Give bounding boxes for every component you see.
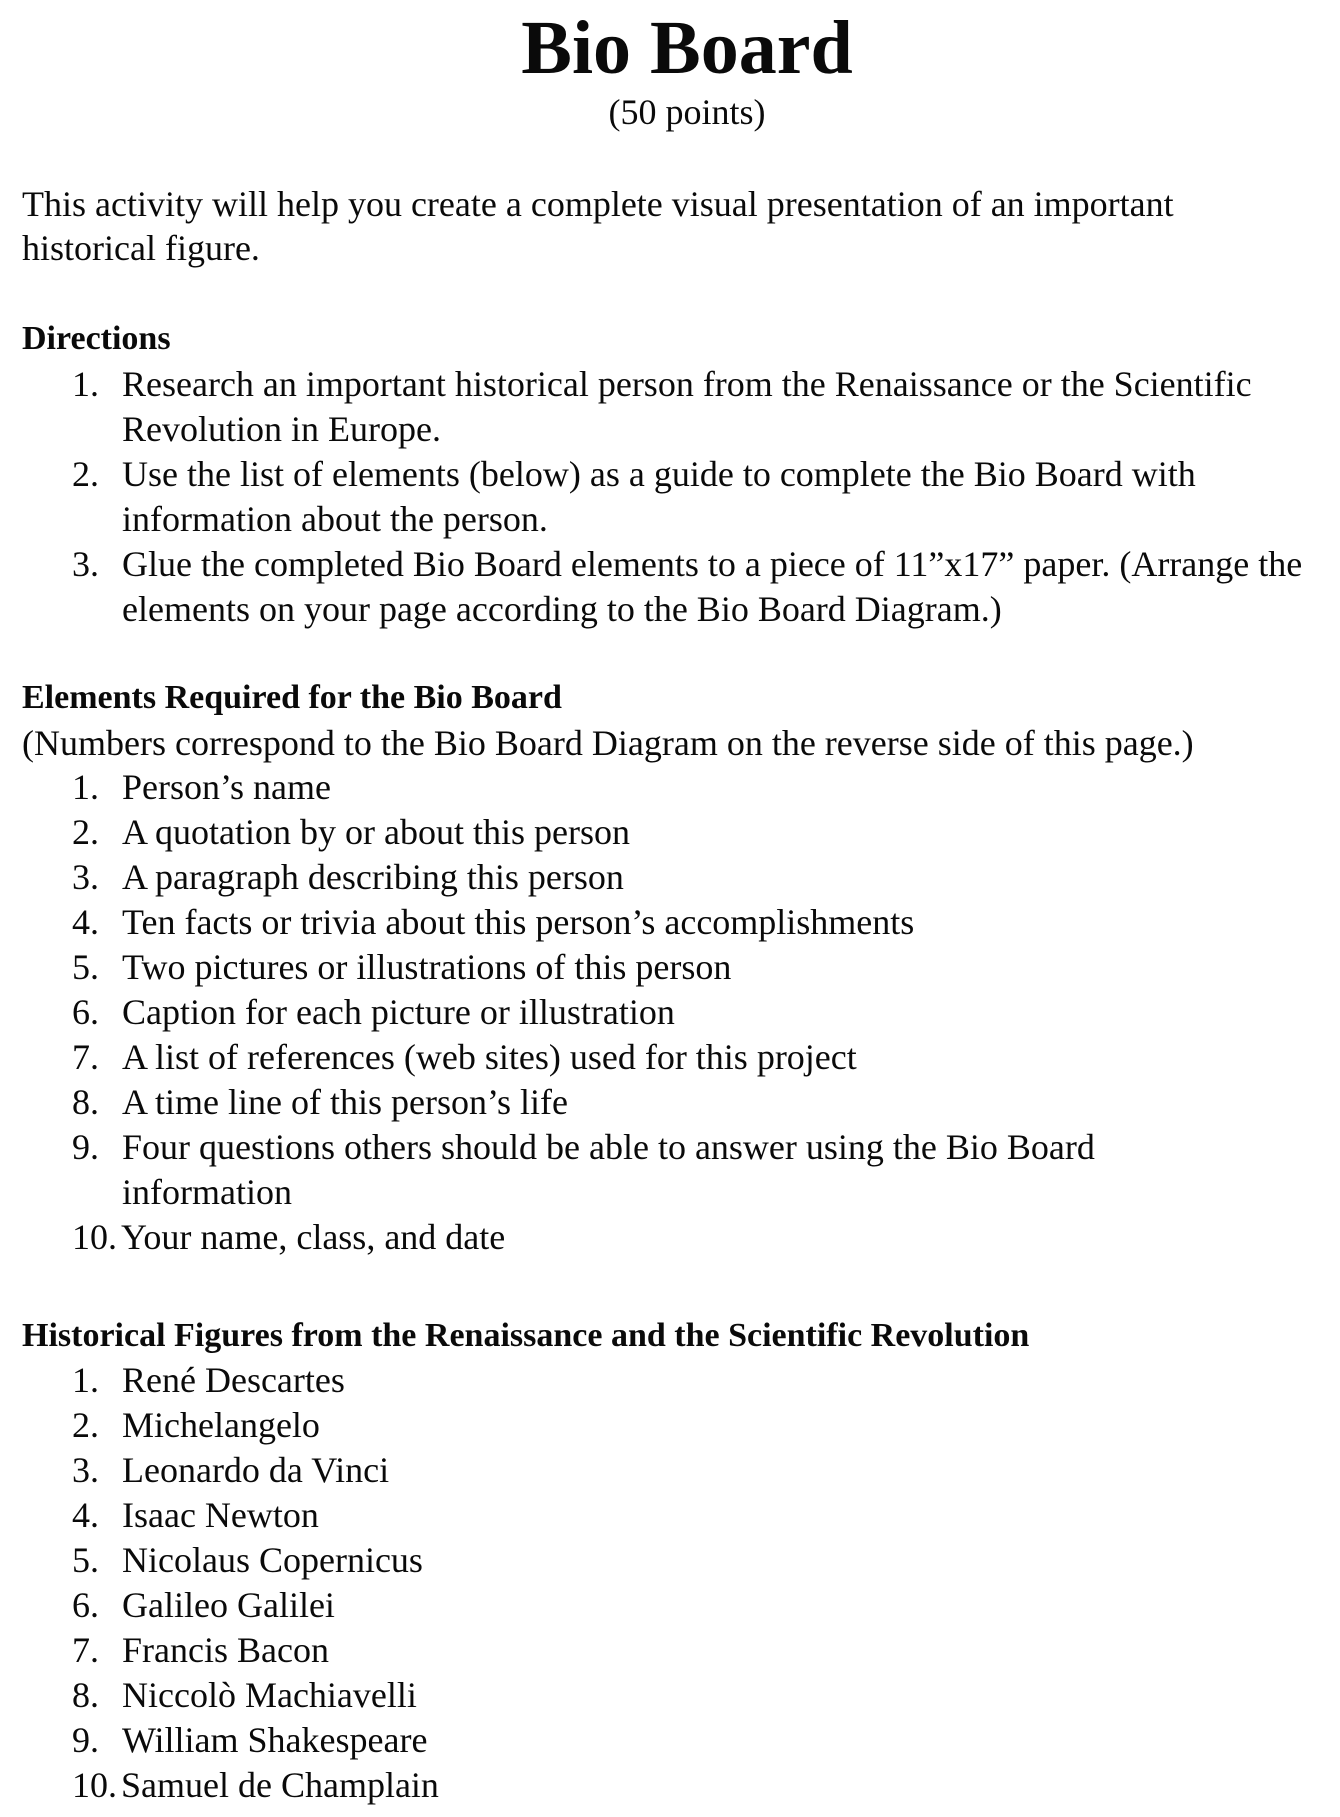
item-text: Caption for each picture or illustration [122,992,675,1032]
item-number: 2. [72,1405,99,1445]
item-text: Glue the completed Bio Board elements to a piece of 11”x17” paper. (Arrange the elements on your page according to the Bio Board Diagram.) [122,544,1303,629]
elements-item [22,990,1340,1035]
figures-item [22,1763,1340,1808]
elements-item [22,900,1340,945]
directions-heading: Directions [22,320,171,357]
item-text: Research an important historical person from the Renaissance or the Scientific Revolution in Europe. [122,364,1252,449]
elements-item [22,945,1340,990]
elements-item [22,765,1340,810]
elements-item [22,1215,1340,1260]
figures-list [22,1358,1340,1808]
item-text: Samuel de Champlain [121,1765,439,1805]
item-number: 1. [72,1360,99,1400]
item-text: Niccolò Machiavelli [122,1675,417,1715]
item-number: 1. [72,364,99,404]
figures-item [22,1403,1340,1448]
figures-item [22,1673,1340,1718]
item-text: Your name, class, and date [121,1217,506,1257]
figures-item [22,1358,1340,1403]
item-text: Two pictures or illustrations of this person [122,947,732,987]
figures-item [22,1448,1340,1493]
elements-item [22,1080,1340,1125]
item-number: 2. [72,454,99,494]
directions-item [22,362,1340,452]
item-text: Isaac Newton [122,1495,319,1535]
points-value: (50 points) [608,92,766,132]
item-text: Use the list of elements (below) as a guide to complete the Bio Board with information about the person. [122,454,1196,539]
figures-item [22,1718,1340,1763]
item-number: 9. [72,1127,99,1167]
item-number: 6. [72,1585,99,1625]
item-number: 3. [72,544,99,584]
elements-list [22,765,1340,1260]
item-number: 5. [72,947,99,987]
elements-item [22,1035,1340,1080]
item-number: 5. [72,1540,99,1580]
item-number: 3. [72,1450,99,1490]
item-text: Michelangelo [122,1405,320,1445]
item-text: Leonardo da Vinci [122,1450,390,1490]
item-number: 4. [72,1495,99,1535]
elements-item [22,1125,1242,1215]
figures-item [22,1628,1340,1673]
item-number: 8. [72,1082,99,1122]
intro-paragraph: This activity will help you create a complete visual presentation of an important historical figure. [22,184,1174,268]
directions-item [22,542,1340,632]
figures-item [22,1538,1340,1583]
figures-item [22,1493,1340,1538]
item-text: Ten facts or trivia about this person’s accomplishments [122,902,915,942]
item-text: Francis Bacon [122,1630,329,1670]
item-number: 10. [72,1217,117,1257]
item-number: 2. [72,812,99,852]
item-number: 6. [72,992,99,1032]
elements-item [22,810,1340,855]
item-text: A quotation by or about this person [122,812,630,852]
item-number: 8. [72,1675,99,1715]
figures-item [22,1583,1340,1628]
item-text: William Shakespeare [122,1720,428,1760]
item-text: Galileo Galilei [122,1585,335,1625]
directions-list [22,362,1340,632]
item-text: A time line of this person’s life [122,1082,568,1122]
elements-item [22,855,1340,900]
item-text: Four questions others should be able to answer using the Bio Board information [122,1127,1095,1212]
item-number: 7. [72,1037,99,1077]
item-number: 3. [72,857,99,897]
figures-heading: Historical Figures from the Renaissance and the Scientific Revolution [22,1317,1030,1354]
directions-item [22,452,1340,542]
item-text: René Descartes [122,1360,345,1400]
item-number: 4. [72,902,99,942]
item-number: 10. [72,1765,117,1805]
elements-heading: Elements Required for the Bio Board [22,679,562,716]
item-text: Nicolaus Copernicus [122,1540,423,1580]
elements-note: (Numbers correspond to the Bio Board Diagram on the reverse side of this page.) [22,723,1194,763]
item-number: 1. [72,767,99,807]
item-number: 9. [72,1720,99,1760]
item-number: 7. [72,1630,99,1670]
item-text: A paragraph describing this person [122,857,624,897]
page-title: Bio Board [521,6,853,90]
item-text: Person’s name [122,767,331,807]
item-text: A list of references (web sites) used for this project [122,1037,857,1077]
